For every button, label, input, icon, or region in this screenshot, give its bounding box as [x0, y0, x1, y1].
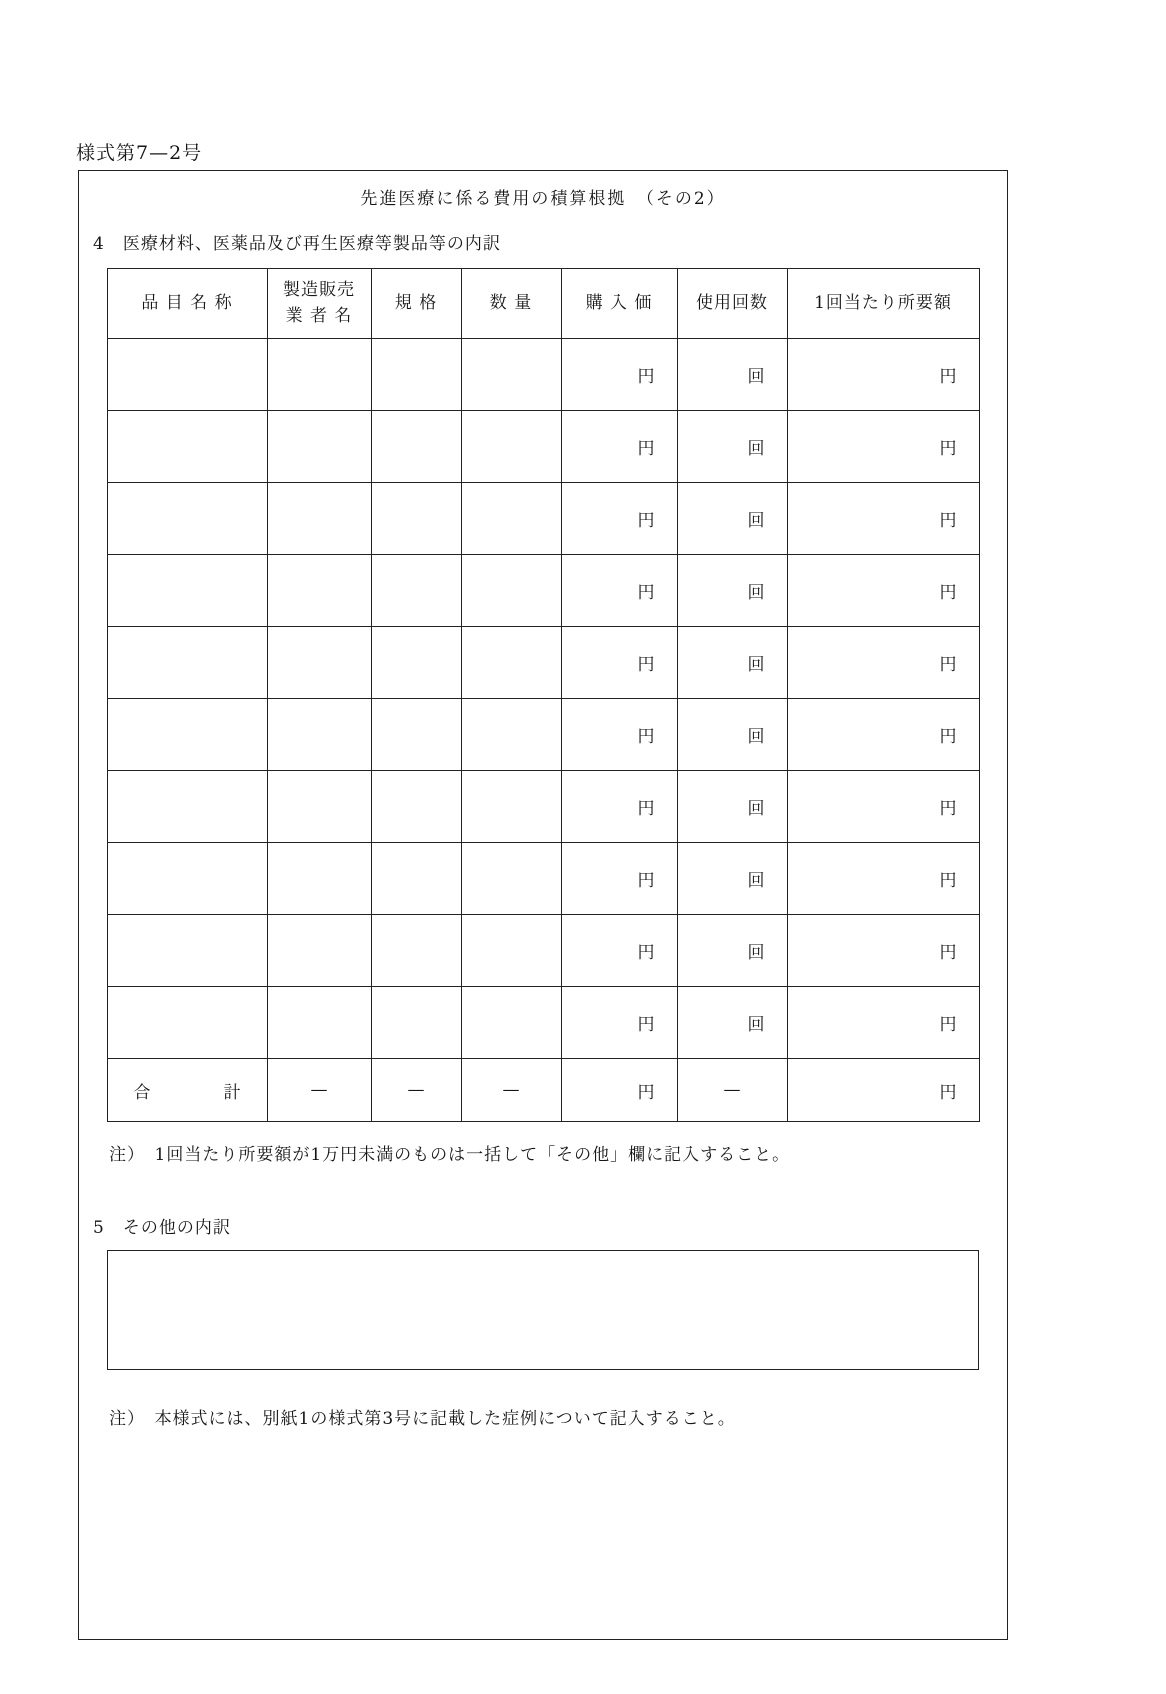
purchase-price-unit-cell: 円	[561, 483, 677, 555]
col-header-manufacturer	[267, 269, 371, 339]
total-manufacturer-dash: —	[267, 1059, 371, 1122]
table-row	[107, 843, 979, 915]
usage-count-unit-cell: 回	[677, 771, 787, 843]
total-label-left: 合	[133, 1082, 151, 1103]
quantity-cell	[461, 411, 561, 483]
item-name-cell	[107, 699, 267, 771]
col-header-item-name: 品 目 名 称	[107, 269, 267, 339]
table-footer	[107, 1059, 979, 1122]
item-name-cell	[107, 483, 267, 555]
purchase-price-unit-cell: 円	[561, 771, 677, 843]
manufacturer-cell	[267, 627, 371, 699]
table-row	[107, 699, 979, 771]
item-name-cell	[107, 627, 267, 699]
per-use-amount-unit-cell: 円	[787, 843, 979, 915]
total-per-use-amount-unit: 円	[787, 1059, 979, 1122]
spec-cell	[371, 483, 461, 555]
page-title: 先進医療に係る費用の積算根拠 （その2）	[360, 189, 726, 209]
item-name-cell	[107, 987, 267, 1059]
per-use-amount-unit-cell: 円	[787, 915, 979, 987]
purchase-price-unit-cell: 円	[561, 339, 677, 411]
per-use-amount-unit-cell: 円	[787, 627, 979, 699]
quantity-cell	[461, 555, 561, 627]
per-use-amount-unit-cell: 円	[787, 771, 979, 843]
item-name-cell	[107, 915, 267, 987]
form-border-box	[78, 170, 1008, 1640]
purchase-price-unit-cell: 円	[561, 987, 677, 1059]
manufacturer-cell	[267, 483, 371, 555]
quantity-cell	[461, 483, 561, 555]
total-spec-dash: —	[371, 1059, 461, 1122]
table-row	[107, 339, 979, 411]
purchase-price-unit-cell: 円	[561, 411, 677, 483]
quantity-cell	[461, 843, 561, 915]
header-row	[107, 269, 979, 339]
quantity-cell	[461, 627, 561, 699]
spec-cell	[371, 339, 461, 411]
item-name-cell	[107, 411, 267, 483]
quantity-cell	[461, 987, 561, 1059]
per-use-amount-unit-cell: 円	[787, 987, 979, 1059]
spec-cell	[371, 627, 461, 699]
table-row	[107, 411, 979, 483]
manufacturer-cell	[267, 555, 371, 627]
col-header-manufacturer-line1: 製造販売	[283, 280, 355, 300]
table-row	[107, 627, 979, 699]
spec-cell	[371, 987, 461, 1059]
per-use-amount-unit-cell: 円	[787, 339, 979, 411]
manufacturer-cell	[267, 699, 371, 771]
table-row	[107, 915, 979, 987]
total-usage-count-dash: —	[677, 1059, 787, 1122]
usage-count-unit-cell: 回	[677, 699, 787, 771]
quantity-cell	[461, 915, 561, 987]
total-label	[108, 1059, 267, 1121]
quantity-cell	[461, 771, 561, 843]
manufacturer-cell	[267, 771, 371, 843]
total-row	[107, 1059, 979, 1122]
spec-cell	[371, 843, 461, 915]
spec-cell	[371, 915, 461, 987]
section5-heading: 5 その他の内訳	[93, 1218, 231, 1238]
manufacturer-cell	[267, 411, 371, 483]
usage-count-unit-cell: 回	[677, 915, 787, 987]
other-breakdown-box	[107, 1250, 979, 1370]
spec-cell	[371, 699, 461, 771]
usage-count-unit-cell: 回	[677, 987, 787, 1059]
purchase-price-unit-cell: 円	[561, 843, 677, 915]
quantity-cell	[461, 339, 561, 411]
item-name-cell	[107, 555, 267, 627]
form-number: 様式第7—2号	[76, 142, 203, 164]
col-header-quantity: 数 量	[461, 269, 561, 339]
spec-cell	[371, 555, 461, 627]
col-header-manufacturer-line2: 業 者 名	[285, 305, 353, 326]
table-row	[107, 483, 979, 555]
breakdown-table	[107, 268, 980, 1122]
table-row	[107, 771, 979, 843]
spec-cell	[371, 411, 461, 483]
purchase-price-unit-cell: 円	[561, 915, 677, 987]
col-header-spec: 規 格	[371, 269, 461, 339]
usage-count-unit-cell: 回	[677, 339, 787, 411]
manufacturer-cell	[267, 843, 371, 915]
total-label-cell	[107, 1059, 267, 1122]
table-row	[107, 987, 979, 1059]
per-use-amount-unit-cell: 円	[787, 699, 979, 771]
total-label-right: 計	[223, 1082, 241, 1103]
table-header	[107, 269, 979, 339]
per-use-amount-unit-cell: 円	[787, 555, 979, 627]
col-header-purchase-price: 購 入 価	[561, 269, 677, 339]
purchase-price-unit-cell: 円	[561, 627, 677, 699]
usage-count-unit-cell: 回	[677, 843, 787, 915]
purchase-price-unit-cell: 円	[561, 699, 677, 771]
total-purchase-price-unit: 円	[561, 1059, 677, 1122]
item-name-cell	[107, 771, 267, 843]
table-body	[107, 339, 979, 1059]
usage-count-unit-cell: 回	[677, 555, 787, 627]
usage-count-unit-cell: 回	[677, 627, 787, 699]
manufacturer-cell	[267, 339, 371, 411]
purchase-price-unit-cell: 円	[561, 555, 677, 627]
usage-count-unit-cell: 回	[677, 411, 787, 483]
quantity-cell	[461, 699, 561, 771]
table-row	[107, 555, 979, 627]
section5-note: 注） 本様式には、別紙1の様式第3号に記載した症例について記入すること。	[109, 1409, 736, 1429]
item-name-cell	[107, 843, 267, 915]
per-use-amount-unit-cell: 円	[787, 411, 979, 483]
manufacturer-cell	[267, 915, 371, 987]
per-use-amount-unit-cell: 円	[787, 483, 979, 555]
total-quantity-dash: —	[461, 1059, 561, 1122]
col-header-usage-count: 使用回数	[677, 269, 787, 339]
section4-note: 注） 1回当たり所要額が1万円未満のものは一括して「その他」欄に記入すること。	[109, 1145, 791, 1165]
usage-count-unit-cell: 回	[677, 483, 787, 555]
manufacturer-cell	[267, 987, 371, 1059]
section4-heading: 4 医療材料、医薬品及び再生医療等製品等の内訳	[93, 234, 501, 254]
col-header-per-use-amount: 1回当たり所要額	[787, 269, 979, 339]
spec-cell	[371, 771, 461, 843]
item-name-cell	[107, 339, 267, 411]
